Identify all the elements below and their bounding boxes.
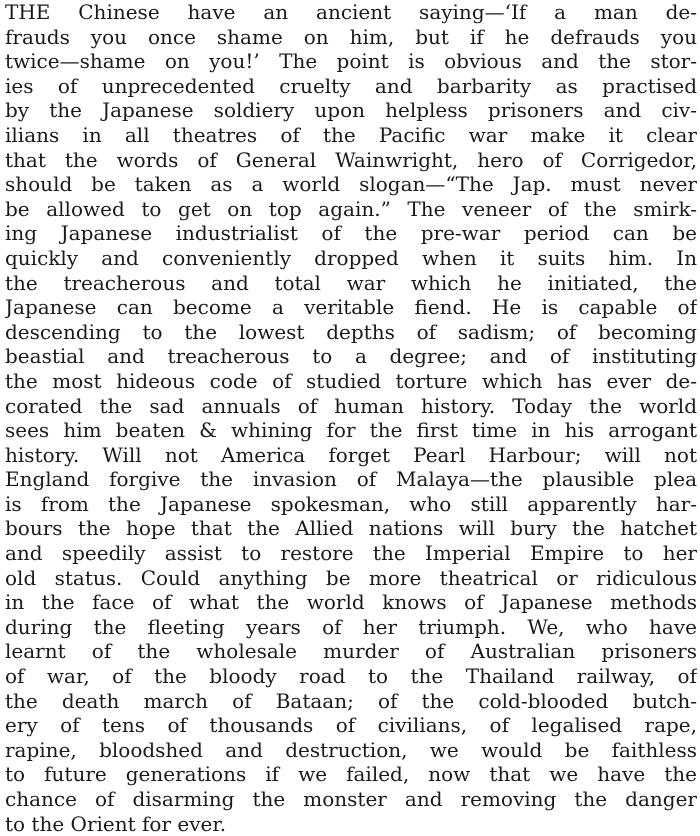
- text-line: ing Japanese industrialist of the pre-war period can be: [5, 221, 697, 246]
- text-line: by the Japanese soldiery upon helpless prisoners and civ-: [5, 98, 697, 123]
- text-line: the most hideous code of studied torture which has ever de-: [5, 368, 697, 393]
- text-line: learnt of the wholesale murder of Australian prisoners: [5, 639, 697, 664]
- text-line: corated the sad annuals of human history. Today the world: [5, 393, 697, 418]
- article-body: [5, 0, 697, 836]
- text-line: descending to the lowest depths of sadism; of becoming: [5, 319, 697, 344]
- text-line: THE Chinese have an ancient saying—‘If a man de-: [5, 0, 697, 24]
- text-line: of war, of the bloody road to the Thailand railway, of: [5, 664, 697, 689]
- text-line: twice—shame on you!’ The point is obvious and the stor-: [5, 49, 697, 74]
- text-line: ery of tens of thousands of civilians, of legalised rape,: [5, 713, 697, 738]
- text-line: chance of disarming the monster and removing the danger: [5, 787, 697, 811]
- text-line: old status. Could anything be more theatrical or ridiculous: [5, 565, 697, 590]
- text-line: Japanese can become a veritable fiend. He is capable of: [5, 295, 697, 320]
- text-line: England forgive the invasion of Malaya—the plausible plea: [5, 467, 697, 492]
- text-line: in the face of what the world knows of Japanese methods: [5, 590, 697, 615]
- text-line: that the words of General Wainwright, hero of Corrigedor,: [5, 147, 697, 172]
- text-line: should be taken as a world slogan—“The Jap. must never: [5, 172, 697, 197]
- text-line: be allowed to get on top again.” The veneer of the smirk-: [5, 196, 697, 221]
- text-line: and speedily assist to restore the Imperial Empire to her: [5, 541, 697, 566]
- text-line: rapine, bloodshed and destruction, we would be faithless: [5, 737, 697, 762]
- text-line: the death march of Bataan; of the cold-blooded butch-: [5, 688, 697, 713]
- text-line: sees him beaten & whining for the first time in his arrogant: [5, 418, 697, 443]
- text-line: during the fleeting years of her triumph. We, who have: [5, 614, 697, 639]
- text-line: to future generations if we failed, now that we have the: [5, 762, 697, 787]
- text-line: quickly and conveniently dropped when it suits him. In: [5, 245, 697, 270]
- text-line: beastial and treacherous to a degree; and of instituting: [5, 344, 697, 369]
- text-line: ies of unprecedented cruelty and barbarity as practised: [5, 73, 697, 98]
- text-line: history. Will not America forget Pearl Harbour; will not: [5, 442, 697, 467]
- text-line: to the Orient for ever.: [5, 811, 227, 836]
- text-line: ilians in all theatres of the Pacific war make it clear: [5, 122, 697, 147]
- text-line: bours the hope that the Allied nations will bury the hatchet: [5, 516, 697, 541]
- text-line: is from the Japanese spokesman, who still apparently har-: [5, 491, 697, 516]
- text-line: frauds you once shame on him, but if he defrauds you: [5, 24, 697, 49]
- text-line: the treacherous and total war which he initiated, the: [5, 270, 697, 295]
